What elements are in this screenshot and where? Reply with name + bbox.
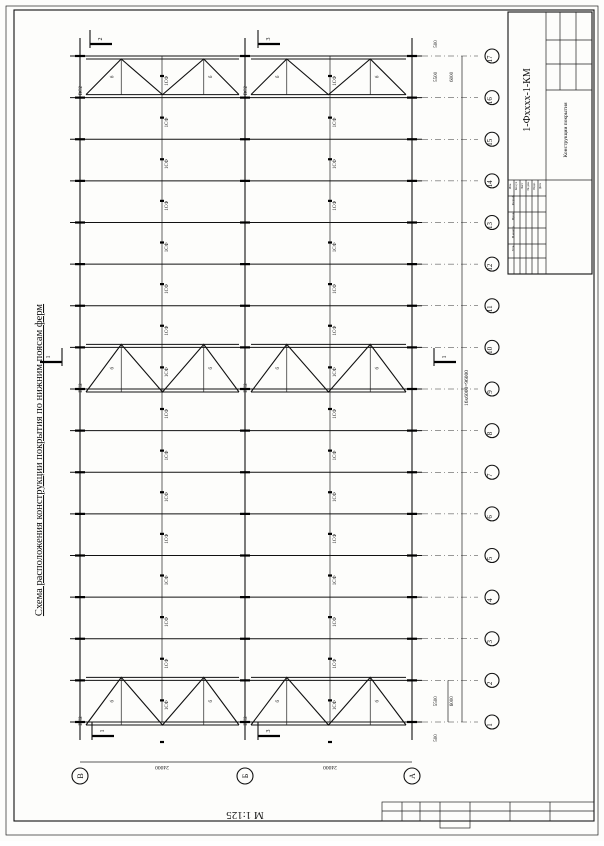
axis-number: 5 — [486, 556, 494, 561]
brace-mark: ВС2 — [244, 716, 249, 726]
rod-mark-label: 1СФ — [165, 617, 170, 627]
section-cut-label: 3 — [266, 37, 272, 41]
stamp-row-label: Разраб. — [511, 194, 515, 206]
stamp-row-label: Пров. — [511, 211, 515, 221]
rod-mark-label: 1СФ — [165, 450, 170, 461]
rod-mark-label: 1СФ — [333, 325, 338, 336]
rod-mark-label: 1СФ — [333, 450, 338, 461]
axis-number: 17 — [486, 55, 494, 63]
scale-label: М 1:125 — [226, 809, 264, 821]
brace-mark: ВС2 — [79, 86, 84, 96]
rod-mark-label: 1СФ — [165, 367, 170, 378]
stamp-col-label: Лист — [520, 182, 524, 190]
rod-mark-label: 1СФ — [333, 533, 338, 544]
drawing-code: 1-Фхххх-1-КМ — [522, 68, 533, 132]
total-dimension: 16х6000=96000 — [464, 369, 470, 407]
axis-number: 10 — [486, 346, 494, 354]
rod-mark-label: 1СФ — [165, 200, 170, 211]
stamp-title: Конструкции покрытия — [563, 102, 569, 158]
axis-number: 12 — [486, 263, 494, 271]
diagonal-mark: б — [110, 75, 116, 79]
section-cut-label: 1 — [46, 355, 52, 359]
axis-number: 6 — [486, 515, 494, 519]
bottom-stamp — [382, 802, 594, 828]
section-cut-label: 3 — [266, 729, 272, 733]
rod-mark-label: 1СФ — [333, 159, 338, 169]
end-dimension: 6000 — [450, 696, 455, 707]
rod-mark-label: 1СФ — [165, 159, 170, 169]
stamp-col-label: Дата — [538, 183, 542, 189]
edge-dimension: 500 — [434, 40, 439, 48]
axis-number: 15 — [486, 138, 494, 146]
rod-mark-label: 1СФ — [165, 117, 170, 128]
stamp-row-label: Н.контр. — [511, 225, 515, 239]
rod-mark-label: 1СФ — [333, 492, 338, 502]
diagonal-mark: б — [375, 366, 381, 370]
rod-mark-label: 1СФ — [333, 575, 338, 586]
section-cut-label: 2 — [98, 37, 104, 41]
rod-mark-label: 1СФ — [333, 658, 338, 669]
axis-number: 4 — [486, 598, 494, 602]
rod-mark-label: 1СФ — [165, 533, 170, 544]
brace-mark: ВС2 — [79, 383, 84, 393]
axis-number: 11 — [486, 305, 494, 313]
diagonal-mark: б — [110, 366, 116, 370]
rod-mark-label: 1СФ — [333, 367, 338, 378]
axis-number: 7 — [486, 473, 494, 477]
rod-mark-label: 1СФ — [333, 75, 338, 86]
axis-number: 14 — [486, 180, 494, 188]
diagonal-mark: б — [275, 75, 281, 79]
brace-mark: ВС2 — [79, 716, 84, 726]
axis-letter: Б — [241, 773, 250, 779]
diagonal-mark: б — [275, 699, 281, 703]
axis-number: 16 — [486, 97, 494, 105]
rod-mark-label: 1СФ — [333, 284, 338, 294]
rod-mark-label: 1СФ — [333, 408, 338, 419]
rod-mark-label: 1СФ — [333, 617, 338, 627]
axis-number: 1 — [486, 723, 494, 727]
rod-mark-label: 1СФ — [165, 492, 170, 502]
rod-mark-label: 1СФ — [333, 200, 338, 211]
title-block — [508, 12, 592, 274]
span-dimension: 24000 — [155, 764, 169, 770]
diagonal-mark: б — [375, 699, 381, 703]
stamp-col-label: Кол.уч — [514, 181, 518, 191]
diagonal-mark: б — [208, 366, 214, 370]
rod-mark-label: 1СФ — [165, 575, 170, 586]
rod-mark-label: 1СФ — [165, 658, 170, 669]
stamp-col-label: Изм. — [508, 183, 512, 189]
rod-mark-label: 1СФ — [333, 700, 338, 711]
half-dimension: 5500 — [434, 696, 439, 707]
edge-dimension: 500 — [434, 734, 439, 742]
brace-mark: ВС2 — [244, 86, 249, 96]
end-dimension: 6000 — [450, 71, 455, 82]
diagonal-mark: б — [375, 75, 381, 79]
stamp-row-label: Утв. — [511, 244, 515, 252]
span-dimension: 24000 — [323, 764, 337, 770]
rod-mark-label: 1СФ — [165, 242, 170, 253]
sheet-title: Схема расположения конструкции покрытия по нижним поясам ферм — [34, 303, 45, 617]
rod-mark-label: 1СФ — [333, 242, 338, 253]
rod-mark-label: 1СФ — [333, 117, 338, 128]
stamp-col-label: № док. — [526, 181, 530, 191]
axis-number: 2 — [486, 681, 494, 686]
axis-letter: А — [408, 773, 417, 779]
diagonal-mark: б — [275, 366, 281, 370]
axis-number: 3 — [486, 640, 494, 644]
rod-mark-label: 1СФ — [165, 408, 170, 419]
inner-frame — [14, 10, 594, 821]
outer-frame — [6, 6, 598, 835]
stamp-col-label: Подп. — [532, 182, 536, 190]
rod-mark-label: 1СФ — [165, 700, 170, 711]
diagonal-mark: б — [110, 699, 116, 703]
axis-letter: В — [76, 773, 85, 779]
rod-mark-label: 1СФ — [165, 75, 170, 86]
axis-number: 9 — [486, 390, 494, 394]
diagonal-mark: б — [208, 75, 214, 79]
section-cut-label: 1 — [442, 355, 448, 359]
brace-mark: ВС2 — [244, 383, 249, 393]
section-cut-label: 1 — [100, 729, 106, 733]
axis-number: 13 — [486, 222, 494, 229]
diagonal-mark: б — [208, 699, 214, 703]
roof-plan — [40, 30, 542, 784]
axis-number: 8 — [486, 431, 494, 436]
rod-mark-label: 1СФ — [165, 325, 170, 336]
rod-mark-label: 1СФ — [165, 284, 170, 294]
half-dimension: 5500 — [434, 71, 439, 82]
